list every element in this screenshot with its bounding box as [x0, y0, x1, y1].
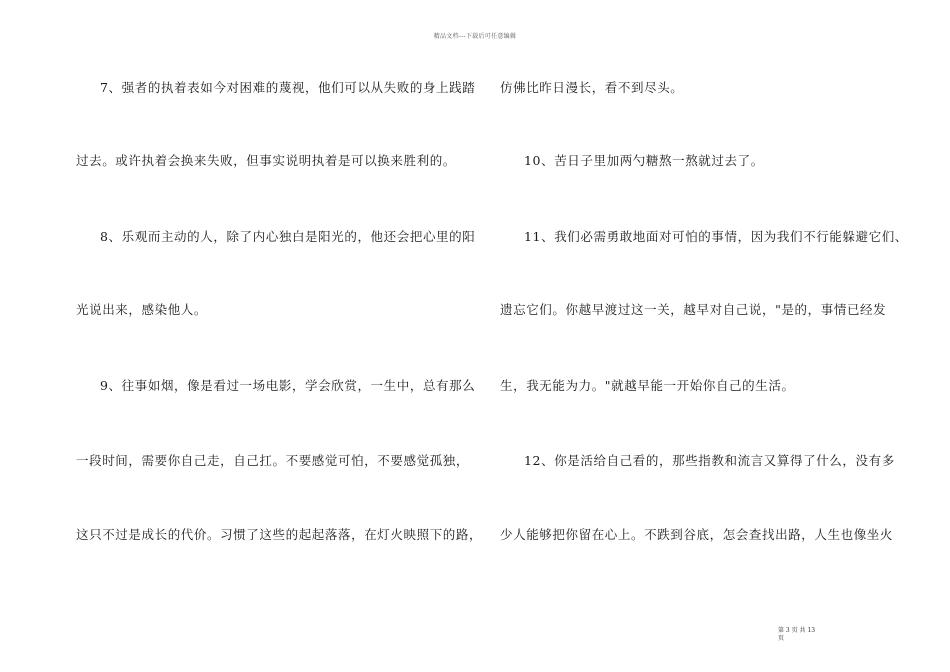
text-line: 9、往事如烟，像是看过一场电影，学会欣赏，一生中，总有那么	[100, 378, 476, 393]
text-line: 遗忘它们。你越早渡过这一关，越早对自己说，"是的，事情已经发	[500, 302, 887, 317]
text-line: 7、强者的执着表如今对困难的蔑视，他们可以从失败的身上践踏	[100, 80, 476, 95]
text-line: 一段时间，需要你自己走，自己扛。不要感觉可怕，不要感觉孤独，	[76, 453, 470, 468]
text-line: 10、苦日子里加两勺糖熬一熬就过去了。	[524, 153, 764, 168]
text-line: 过去。或许执着会换来失败，但事实说明执着是可以换来胜利的。	[76, 153, 456, 168]
page-header: 精品文档---下载后可任意编辑	[433, 33, 517, 40]
text-line: 12、你是活给自己看的，那些指教和流言又算得了什么，没有多	[524, 453, 895, 468]
text-line: 11、我们必需勇敢地面对可怕的事情，因为我们不行能躲避它们、	[524, 229, 908, 244]
page-number-line: 第 3 页 共 13	[778, 627, 816, 634]
text-line: 光说出来，感染他人。	[76, 302, 208, 317]
text-line: 仿佛比昨日漫长，看不到尽头。	[500, 80, 684, 95]
page-number	[778, 627, 838, 643]
text-line: 少人能够把你留在心上。不跌到谷底，怎会查找出路，人生也像坐火	[500, 527, 894, 542]
page-number-line: 页	[778, 635, 785, 642]
text-line: 生，我无能为力。"就越早能一开始你自己的生活。	[500, 378, 795, 393]
text-line: 这只不过是成长的代价。习惯了这些的起起落落，在灯火映照下的路，	[76, 527, 483, 542]
text-line: 8、乐观而主动的人，除了内心独白是阳光的，他还会把心里的阳	[100, 229, 476, 244]
